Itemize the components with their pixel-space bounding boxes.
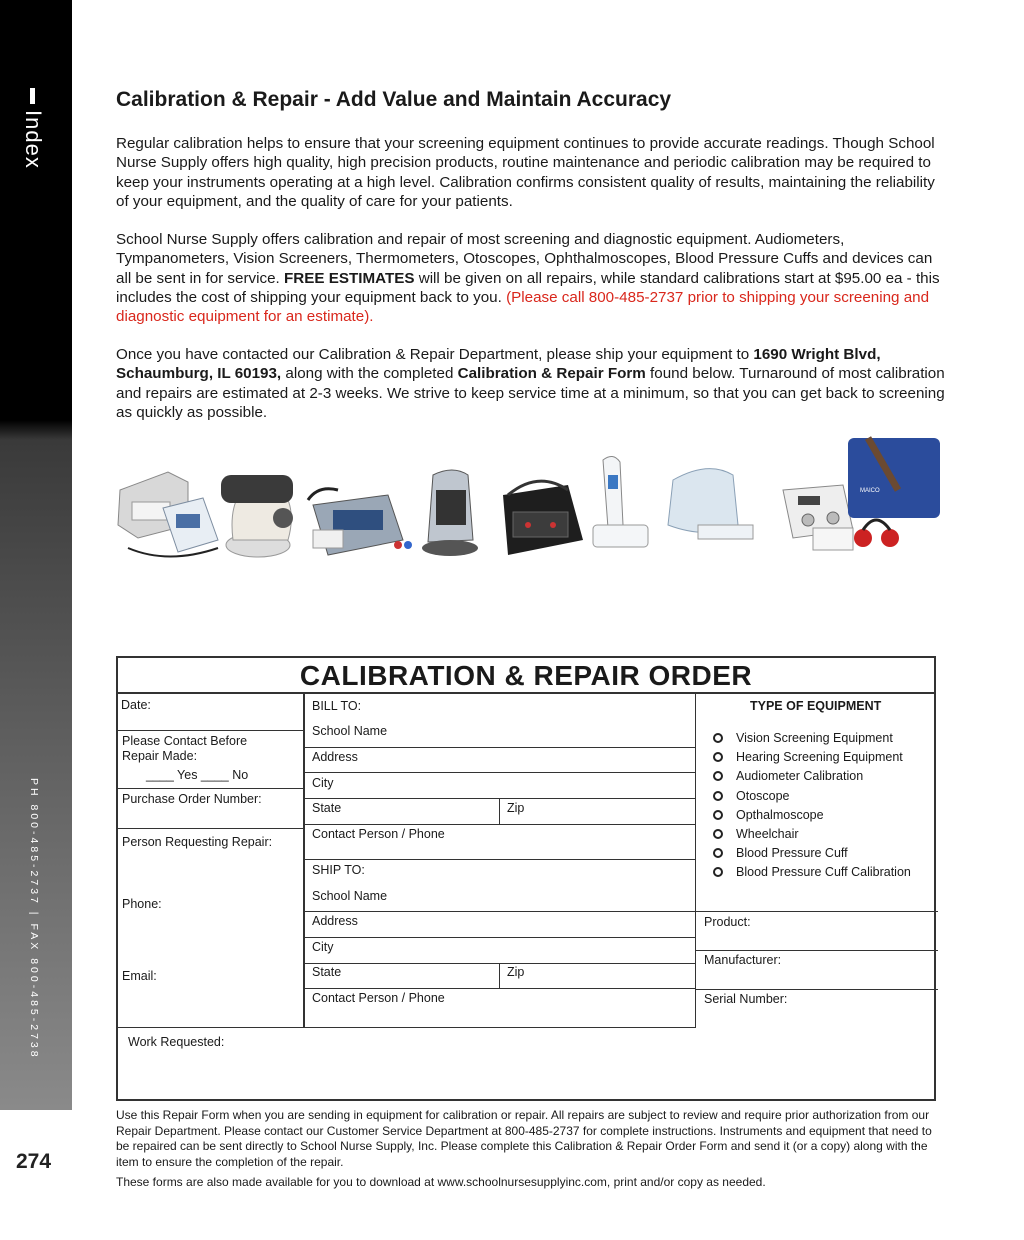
ship-state-label: State bbox=[312, 965, 342, 979]
equipment-option-radio[interactable] bbox=[713, 848, 723, 858]
free-estimates-text: FREE ESTIMATES bbox=[283, 269, 415, 287]
ship-divider-3 bbox=[304, 963, 696, 964]
sidebar-marker bbox=[30, 88, 35, 104]
footer-instructions: Use this Repair Form when you are sending in equipment for calibration or repair. All repairs are subject to review and require prior authorization from our Repair Department. Please contact our Customer Service Department at 800-485-2737 for complete instructions. Instruments and equipment that need to be repaired can be sent directly to School Nurse Supply, Inc. Please complete this Calibration & Repair Order Form and send it (or a copy) along with the item to ensure the completion of the repair. bbox=[116, 1108, 932, 1169]
ship-address-label: Address bbox=[312, 914, 358, 928]
bill-divider-4 bbox=[304, 824, 696, 825]
printer-image bbox=[118, 472, 218, 557]
vision-screener-image bbox=[221, 475, 293, 557]
equipment-photo-strip bbox=[108, 430, 948, 580]
equipment-option-radio[interactable] bbox=[713, 810, 723, 820]
equipment-option-radio[interactable] bbox=[713, 733, 723, 743]
paragraph-3-text-c: found below. Turnaround of most calibration and repairs are estimated at 2-3 weeks. We strive to keep service time at a minimum, so that you can get back to screening as quickly as possible. bbox=[116, 365, 945, 421]
form-title: CALIBRATION & REPAIR ORDER bbox=[299, 660, 753, 691]
otoscope-image bbox=[422, 470, 478, 556]
product-label: Product: bbox=[704, 915, 751, 929]
equipment-option-label: Blood Pressure Cuff bbox=[736, 846, 848, 861]
equipment-option-label: Audiometer Calibration bbox=[736, 769, 864, 784]
vision-device-image bbox=[668, 469, 753, 539]
email-label: Email: bbox=[122, 969, 157, 983]
contact-before-label: Please Contact Before Repair Made: bbox=[122, 734, 248, 763]
bill-to-label: BILL TO: bbox=[312, 699, 362, 713]
page-number: 274 bbox=[16, 1150, 52, 1173]
address-column bbox=[304, 693, 696, 1028]
manufacturer-divider bbox=[696, 989, 938, 990]
equipment-option-label: Otoscope bbox=[736, 788, 790, 803]
equipment-option-radio[interactable] bbox=[713, 752, 723, 762]
audiometer-case-image bbox=[503, 481, 583, 555]
footer-download-note: These forms are also made available for you to download at www.schoolnursesupplyinc.com, print and/or copy as needed. bbox=[116, 1175, 766, 1189]
product-divider bbox=[696, 950, 938, 951]
work-requested-label: Work Requested: bbox=[128, 1035, 225, 1049]
ship-state-zip-divider bbox=[499, 963, 500, 988]
date-divider bbox=[118, 730, 304, 731]
call-notice-text: (Please call 800-485-2737 prior to shipping your screening and diagnostic equipment for an estimate). bbox=[116, 288, 930, 326]
po-divider bbox=[118, 828, 304, 829]
paragraph-3 bbox=[116, 345, 946, 422]
ship-divider-1 bbox=[304, 911, 938, 912]
paragraph-3-text-a: Once you have contacted our Calibration & Repair Department, please ship your equipment to bbox=[116, 346, 754, 363]
equipment-option-radio[interactable] bbox=[713, 791, 723, 801]
maico-label: MAICO bbox=[860, 488, 880, 494]
bill-zip-label: Zip bbox=[507, 801, 525, 815]
paragraph-2 bbox=[116, 230, 946, 326]
ship-to-label: SHIP TO: bbox=[312, 863, 365, 877]
maico-audiometer-image bbox=[783, 485, 853, 550]
ship-divider-2 bbox=[304, 937, 696, 938]
phone-fax-label: PH 800-485-2737 | FAX 800-485-2738 bbox=[28, 778, 40, 1060]
ship-school-name-label: School Name bbox=[312, 889, 388, 903]
bill-state-zip-divider bbox=[499, 798, 500, 824]
index-label: Index bbox=[21, 110, 46, 169]
ship-divider-4 bbox=[304, 988, 696, 989]
phone-label: Phone: bbox=[122, 897, 162, 911]
bill-ship-divider bbox=[304, 859, 696, 860]
bill-divider-2 bbox=[304, 772, 696, 773]
address-text: 1690 Wright Blvd, Schaumburg, IL 60193, bbox=[116, 346, 881, 383]
bill-city-label: City bbox=[312, 776, 334, 790]
carry-bag-image bbox=[848, 438, 940, 547]
paragraph-2-text-b: will be given on all repairs, while standard calibrations start at $95.00 ea - this includes the cost of shipping your equipment back to you. bbox=[116, 269, 940, 306]
date-label: Date: bbox=[121, 698, 151, 712]
bill-divider-1 bbox=[304, 747, 696, 748]
yes-no-field[interactable]: ____ Yes ____ No bbox=[146, 768, 249, 782]
ship-contact-label: Contact Person / Phone bbox=[312, 991, 445, 1005]
paragraph-2-text-a: School Nurse Supply offers calibration and repair of most screening and diagnostic equipment. Audiometers, Tympanometers, Vision Screeners, Thermometers, Otoscopes, Ophthalmoscopes, Blood Pressure Cuffs and devices can all be sent in for service. bbox=[116, 231, 933, 287]
repair-order-form bbox=[116, 656, 936, 1101]
bill-contact-label: Contact Person / Phone bbox=[312, 827, 445, 841]
paragraph-1: Regular calibration helps to ensure that your screening equipment continues to provide accurate readings. Though School Nurse Supply offers high quality, high precision products, routine maintenance and periodic calibration may be required to keep your instruments operating at a high level. Calibration confirms consistent quality of results, maintaining the reliability of your equipment, and the quality of care for your patients. bbox=[116, 135, 935, 210]
serial-number-label: Serial Number: bbox=[704, 992, 788, 1006]
sidebar bbox=[0, 0, 72, 1110]
ship-zip-label: Zip bbox=[507, 965, 525, 979]
bill-divider-3 bbox=[304, 798, 696, 799]
bill-school-name-label: School Name bbox=[312, 724, 388, 738]
equipment-option-label: Wheelchair bbox=[736, 827, 799, 841]
tympanometer-image bbox=[308, 489, 412, 555]
bill-state-label: State bbox=[312, 801, 342, 815]
person-requesting-label: Person Requesting Repair: bbox=[122, 835, 273, 849]
manufacturer-label: Manufacturer: bbox=[704, 953, 782, 967]
equipment-option-radio[interactable] bbox=[713, 867, 723, 877]
equipment-option-label: Opthalmoscope bbox=[736, 807, 824, 822]
ship-city-label: City bbox=[312, 940, 334, 954]
equipment-option-radio[interactable] bbox=[713, 771, 723, 781]
po-number-label: Purchase Order Number: bbox=[122, 792, 262, 806]
article-title: Calibration & Repair - Add Value and Maintain Accuracy bbox=[116, 88, 672, 111]
thermometer-image bbox=[593, 456, 648, 547]
equipment-option-label: Blood Pressure Cuff Calibration bbox=[736, 865, 911, 880]
type-of-equipment-label: TYPE OF EQUIPMENT bbox=[750, 699, 882, 713]
bill-address-label: Address bbox=[312, 750, 358, 764]
equipment-option-radio[interactable] bbox=[713, 829, 723, 839]
paragraph-3-text-b: along with the completed bbox=[281, 365, 458, 383]
form-name-text: Calibration & Repair Form bbox=[457, 365, 646, 383]
equipment-option-label: Hearing Screening Equipment bbox=[736, 750, 903, 765]
contact-divider bbox=[118, 788, 304, 789]
equipment-option-label: Vision Screening Equipment bbox=[736, 731, 893, 745]
